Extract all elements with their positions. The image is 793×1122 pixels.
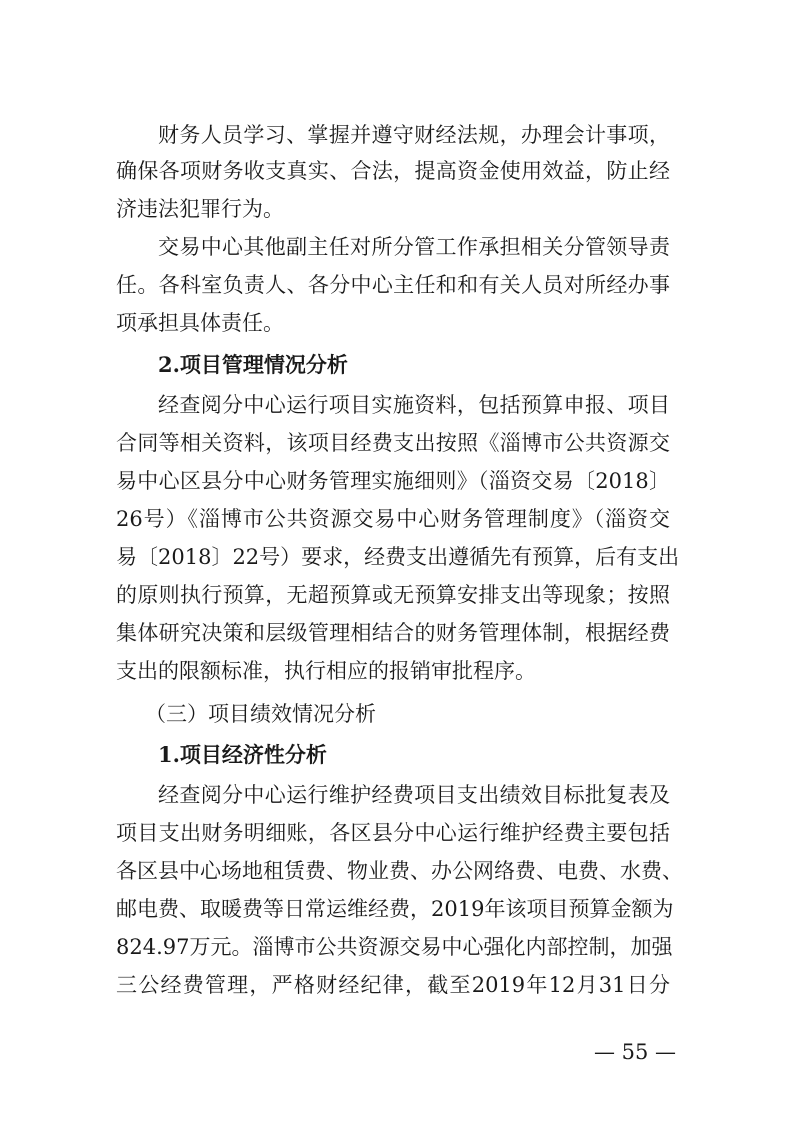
text-line: [0, 575, 793, 615]
text-line: [0, 227, 793, 267]
page-number: — 55 —: [593, 1040, 677, 1064]
paragraph-line: 邮电费、取暖费等日常运维经费，2019年该项目预算金额为: [116, 897, 674, 921]
subsection-heading-text: （三）项目绩效情况分析: [145, 702, 376, 726]
paragraph-line: 26号）《淄博市公共资源交易中心财务管理制度》（淄资交: [116, 507, 670, 531]
paragraph-line: 三公经费管理，严格财经纪律，截至2019年12月31日分: [116, 973, 670, 997]
text-line: [0, 927, 793, 967]
paragraph-line: 合同等相关资料，该项目经费支出按照《淄博市公共资源交: [116, 431, 670, 455]
text-line: [0, 965, 793, 1005]
paragraph-line: 任。各科室负责人、各分中心主任和和有关人员对所经办事: [116, 273, 670, 297]
paragraph-line: 项承担具体责任。: [116, 311, 284, 335]
paragraph-line: 的原则执行预算，无超预算或无预算安排支出等现象；按照: [116, 583, 670, 607]
text-line: [0, 115, 793, 155]
heading-text: 2.项目管理情况分析: [158, 352, 348, 377]
paragraph-line: 集体研究决策和层级管理相结合的财务管理体制，根据经费: [116, 621, 670, 645]
text-line: [0, 265, 793, 305]
paragraph-line: 支出的限额标准，执行相应的报销审批程序。: [116, 659, 536, 683]
heading-text: 1.项目经济性分析: [158, 742, 327, 767]
text-line: [0, 461, 793, 501]
text-line: [0, 385, 793, 425]
paragraph-line: 项目支出财务明细账，各区县分中心运行维护经费主要包括: [116, 821, 670, 845]
paragraph-line: 易中心区县分中心财务管理实施细则》（淄资交易〔2018〕: [116, 469, 670, 493]
subsection-heading: [0, 694, 793, 734]
text-line: [0, 189, 793, 229]
text-line: [0, 151, 793, 191]
paragraph-line: 各区县中心场地租赁费、物业费、办公网络费、电费、水费、: [116, 859, 683, 883]
text-line: [0, 423, 793, 463]
section-heading: [0, 345, 793, 385]
text-line: [0, 499, 793, 539]
text-line: [0, 303, 793, 343]
paragraph-line: 经查阅分中心运行项目实施资料，包括预算申报、项目: [158, 393, 670, 417]
text-line: [0, 537, 793, 577]
paragraph-line: 财务人员学习、掌握并遵守财经法规，办理会计事项，: [158, 123, 670, 147]
paragraph-line: 交易中心其他副主任对所分管工作承担相关分管领导责: [158, 235, 670, 259]
paragraph-line: 确保各项财务收支真实、合法，提高资金使用效益，防止经: [116, 159, 670, 183]
text-line: [0, 775, 793, 815]
paragraph-line: 经查阅分中心运行维护经费项目支出绩效目标批复表及: [158, 783, 670, 807]
text-line: [0, 851, 793, 891]
text-line: [0, 651, 793, 691]
paragraph-line: 易〔2018〕22号）要求，经费支出遵循先有预算，后有支出: [116, 545, 680, 569]
text-line: [0, 813, 793, 853]
text-line: [0, 889, 793, 929]
text-line: [0, 613, 793, 653]
section-heading: [0, 735, 793, 775]
paragraph-line: 824.97万元。淄博市公共资源交易中心强化内部控制，加强: [116, 935, 673, 959]
paragraph-line: 济违法犯罪行为。: [116, 197, 284, 221]
